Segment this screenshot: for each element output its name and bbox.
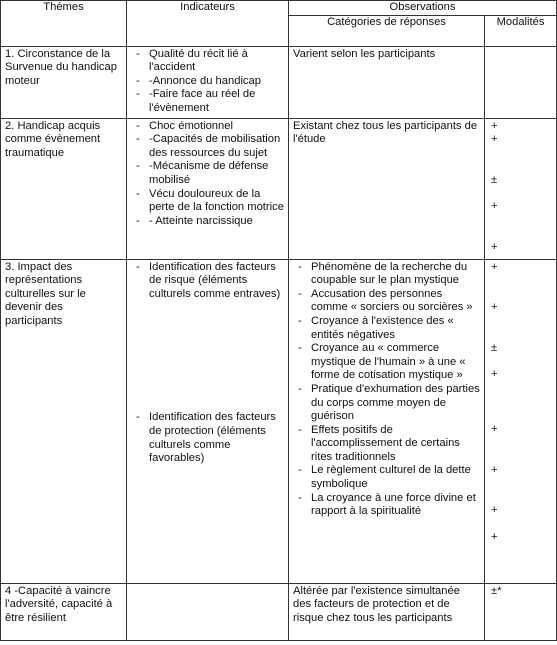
modalite-mark: + <box>491 200 498 213</box>
header-categories: Catégories de réponses <box>289 15 485 46</box>
table-row <box>1 583 557 640</box>
modalite-mark: + <box>491 240 498 253</box>
modalite-mark: ±* <box>491 584 502 597</box>
category-item: - Phénomène de la recherche du coupable sur le plan mystique <box>293 261 480 288</box>
modalite-cell <box>485 46 557 118</box>
indicator-cell <box>127 46 289 118</box>
indicator-item: - -Mécanisme de défense mobilisé <box>131 160 284 187</box>
modalite-cell <box>485 583 557 640</box>
header-modalites: Modalités <box>485 15 557 46</box>
category-item: - Croyance à l'existence des « entités négatives <box>293 315 480 342</box>
header-indicateurs: Indicateurs <box>127 1 289 47</box>
header-themes: Thèmes <box>1 1 127 47</box>
modalite-mark: + <box>491 463 498 476</box>
indicator-cell <box>127 118 289 259</box>
category-cell: Varient selon les participants <box>289 46 485 118</box>
category-cell: Altérée par l'existence simultanée des facteurs de protection et de risque chez tous les participants <box>289 583 485 640</box>
modalite-mark: + <box>491 368 498 381</box>
indicator-item: - - Atteinte narcissique <box>131 215 284 229</box>
table-row <box>1 259 557 583</box>
indicator-item: - Choc émotionnel <box>131 120 284 134</box>
category-cell: Existant chez tous les participants de l'étude <box>289 118 485 259</box>
modalite-mark: + <box>491 422 498 435</box>
modalite-mark: ± <box>491 173 498 186</box>
category-item: - La croyance à une force divine et rapport à la spiritualité <box>293 492 480 519</box>
category-cell <box>289 259 485 583</box>
modalite-cell <box>485 118 557 259</box>
theme-cell: 2. Handicap acquis comme évènement traumatique <box>1 118 127 259</box>
modalite-mark: ± <box>491 341 498 354</box>
modalite-mark: + <box>491 133 498 146</box>
indicator-item: - -Faire face au réel de l'évènement <box>131 88 284 115</box>
category-item: - Effets positifs de l'accomplissement de certains rites traditionnels <box>293 424 480 465</box>
indicator-item: - Vécu douloureux de la perte de la fonction motrice <box>131 188 284 215</box>
table-row <box>1 118 557 259</box>
category-item: - Le règlement culturel de la dette symbolique <box>293 464 480 491</box>
table-row <box>1 46 557 118</box>
header-observations: Observations <box>289 1 557 16</box>
modalite-mark: + <box>491 119 498 132</box>
modalite-mark: + <box>491 301 498 314</box>
theme-cell: 1. Circonstance de la Survenue du handicap moteur <box>1 46 127 118</box>
category-item: - Croyance au « commerce mystique de l'humain » à une « forme de cotisation mystique » <box>293 342 480 383</box>
indicator-item: - Identification des facteurs de protection (éléments culturels comme favorables) <box>131 411 284 465</box>
modalite-mark: + <box>491 504 498 517</box>
modalite-mark: + <box>491 530 498 543</box>
modalite-mark: + <box>491 260 498 273</box>
indicator-cell <box>127 259 289 583</box>
indicator-item: - -Annonce du handicap <box>131 75 284 89</box>
indicator-item: - Qualité du récit lié à l'accident <box>131 48 284 75</box>
category-item: - Pratique d'exhumation des parties du corps comme moyen de guérison <box>293 383 480 424</box>
indicator-cell <box>127 583 289 640</box>
category-item: - Accusation des personnes comme « sorciers ou sorcières » <box>293 288 480 315</box>
indicator-item: - Identification des facteurs de risque (éléments culturels comme entraves) <box>131 261 284 302</box>
modalite-cell <box>485 259 557 583</box>
theme-cell: 4 -Capacité à vaincre l'adversité, capacité à être résilient <box>1 583 127 640</box>
theme-cell: 3. Impact des représentations culturelles sur le devenir des participants <box>1 259 127 583</box>
indicator-item: - -Capacités de mobilisation des ressources du sujet <box>131 133 284 160</box>
